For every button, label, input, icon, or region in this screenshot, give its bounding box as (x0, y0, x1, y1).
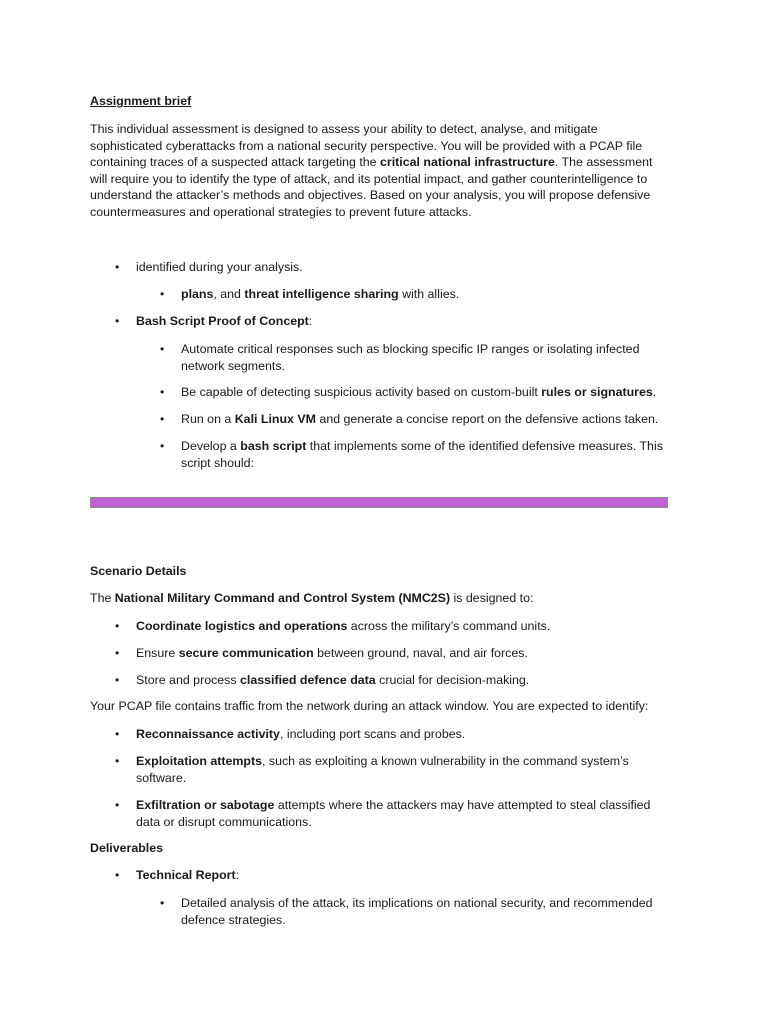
list-item-bold: secure communication (178, 646, 314, 660)
bullet-icon: • (115, 868, 120, 882)
list-item-bold: threat intelligence sharing (244, 287, 399, 301)
bullet-icon: • (115, 260, 120, 274)
list-item-text: across the military’s command units. (347, 619, 551, 633)
list-item-text: . (652, 385, 657, 399)
list-item-bold: Coordinate logistics and operations (136, 619, 348, 633)
bullet-icon: • (160, 439, 165, 453)
list-item-bold: Technical Report (136, 868, 236, 882)
list-item-text: , such as exploiting a known vulnerability in the command system’s software. (136, 754, 629, 785)
list-item-bold: Bash Script Proof of Concept (136, 314, 309, 328)
list-item (160, 286, 671, 303)
bullet-icon: • (115, 754, 120, 768)
list-item-bold: rules or signatures (541, 385, 653, 399)
list-item (160, 384, 671, 401)
list-item (115, 753, 666, 786)
scenario-intro-bold: National Military Command and Control System (NMC2S) (114, 591, 451, 605)
brief-bold-infrastructure: critical national infrastructure (379, 155, 555, 169)
list-item (115, 618, 666, 635)
list-item (115, 645, 666, 662)
list-item-text: , and (213, 287, 245, 301)
list-item-text: , including port scans and probes. (279, 727, 466, 741)
deliverables-heading: Deliverables (90, 841, 164, 855)
bullet-icon: • (160, 412, 165, 426)
list-item-text: Ensure (136, 646, 179, 660)
list-item (160, 895, 671, 928)
list-item-text: attempts where the attackers may have attempted to steal classified data or disrupt communications. (136, 798, 651, 829)
list-item-bold: Exfiltration or sabotage (136, 798, 275, 812)
brief-text-end: . The assessment will require you to identify the type of attack, and its potential impact, and gather counterintelligence to understand the attacker’s methods and objectives. Based on your analysis, you will propose defensive countermeasures and operational strategies to prevent future attacks. (90, 155, 653, 219)
bullet-icon: • (160, 287, 165, 301)
list-item-bold: Exploitation attempts (136, 754, 262, 768)
list-item (115, 797, 666, 830)
bullet-icon: • (115, 619, 120, 633)
list-item-bold: Reconnaissance activity (136, 727, 280, 741)
bullet-icon: • (115, 727, 120, 741)
list-item-text: : (308, 314, 313, 328)
list-item-text: Store and process (136, 673, 241, 687)
list-item-text: with allies. (398, 287, 460, 301)
list-item-text: crucial for decision-making. (375, 673, 530, 687)
list-item-text: Develop a (181, 439, 241, 453)
bullet-icon: • (115, 314, 120, 328)
scenario-intro-text: is designed to: (450, 591, 534, 605)
list-item (160, 438, 671, 471)
list-item-bold: bash script (240, 439, 307, 453)
bullet-icon: • (115, 798, 120, 812)
assignment-brief-heading: Assignment brief (90, 94, 192, 108)
list-item-text: between ground, naval, and air forces. (313, 646, 528, 660)
list-item (115, 867, 666, 884)
list-item-text: and generate a concise report on the defensive actions taken. (315, 412, 659, 426)
list-item-text: : (235, 868, 240, 882)
list-item-bold: plans (181, 287, 214, 301)
list-item-bold: Kali Linux VM (234, 412, 316, 426)
list-item (115, 313, 666, 330)
scenario-heading: Scenario Details (90, 564, 187, 578)
list-item-text: Be capable of detecting suspicious activity based on custom-built (181, 385, 542, 399)
bullet-icon: • (160, 342, 165, 356)
bullet-icon: • (115, 646, 120, 660)
list-item (115, 726, 666, 743)
list-item-text: Run on a (181, 412, 235, 426)
highlight-divider-bar (90, 497, 668, 508)
list-item (160, 341, 671, 374)
bullet-icon: • (160, 385, 165, 399)
brief-text: This individual assessment is designed to assess your ability to detect, analyse, and mitigate sophisticated cyberattacks from a national security perspective. You will be provided with a PCAP file containing traces of a suspected attack targeting the (90, 122, 643, 169)
list-item-bold: classified defence data (240, 673, 376, 687)
list-item (160, 411, 671, 428)
list-item (115, 672, 666, 689)
bullet-icon: • (160, 896, 165, 910)
scenario-intro-text: The (90, 591, 115, 605)
list-item (115, 259, 666, 276)
list-item-text: Automate critical responses such as blocking specific IP ranges or isolating infected network segments. (181, 342, 640, 373)
list-item-text: that implements some of the identified defensive measures. This script should: (181, 439, 663, 470)
list-item-text: Detailed analysis of the attack, its implications on national security, and recommended defence strategies. (181, 896, 653, 927)
list-item-text: identified during your analysis. (136, 260, 303, 274)
bullet-icon: • (115, 673, 120, 687)
pcap-intro: Your PCAP file contains traffic from the network during an attack window. You are expected to identify: (90, 699, 649, 713)
brief-paragraph (90, 121, 670, 220)
scenario-intro (90, 590, 670, 607)
